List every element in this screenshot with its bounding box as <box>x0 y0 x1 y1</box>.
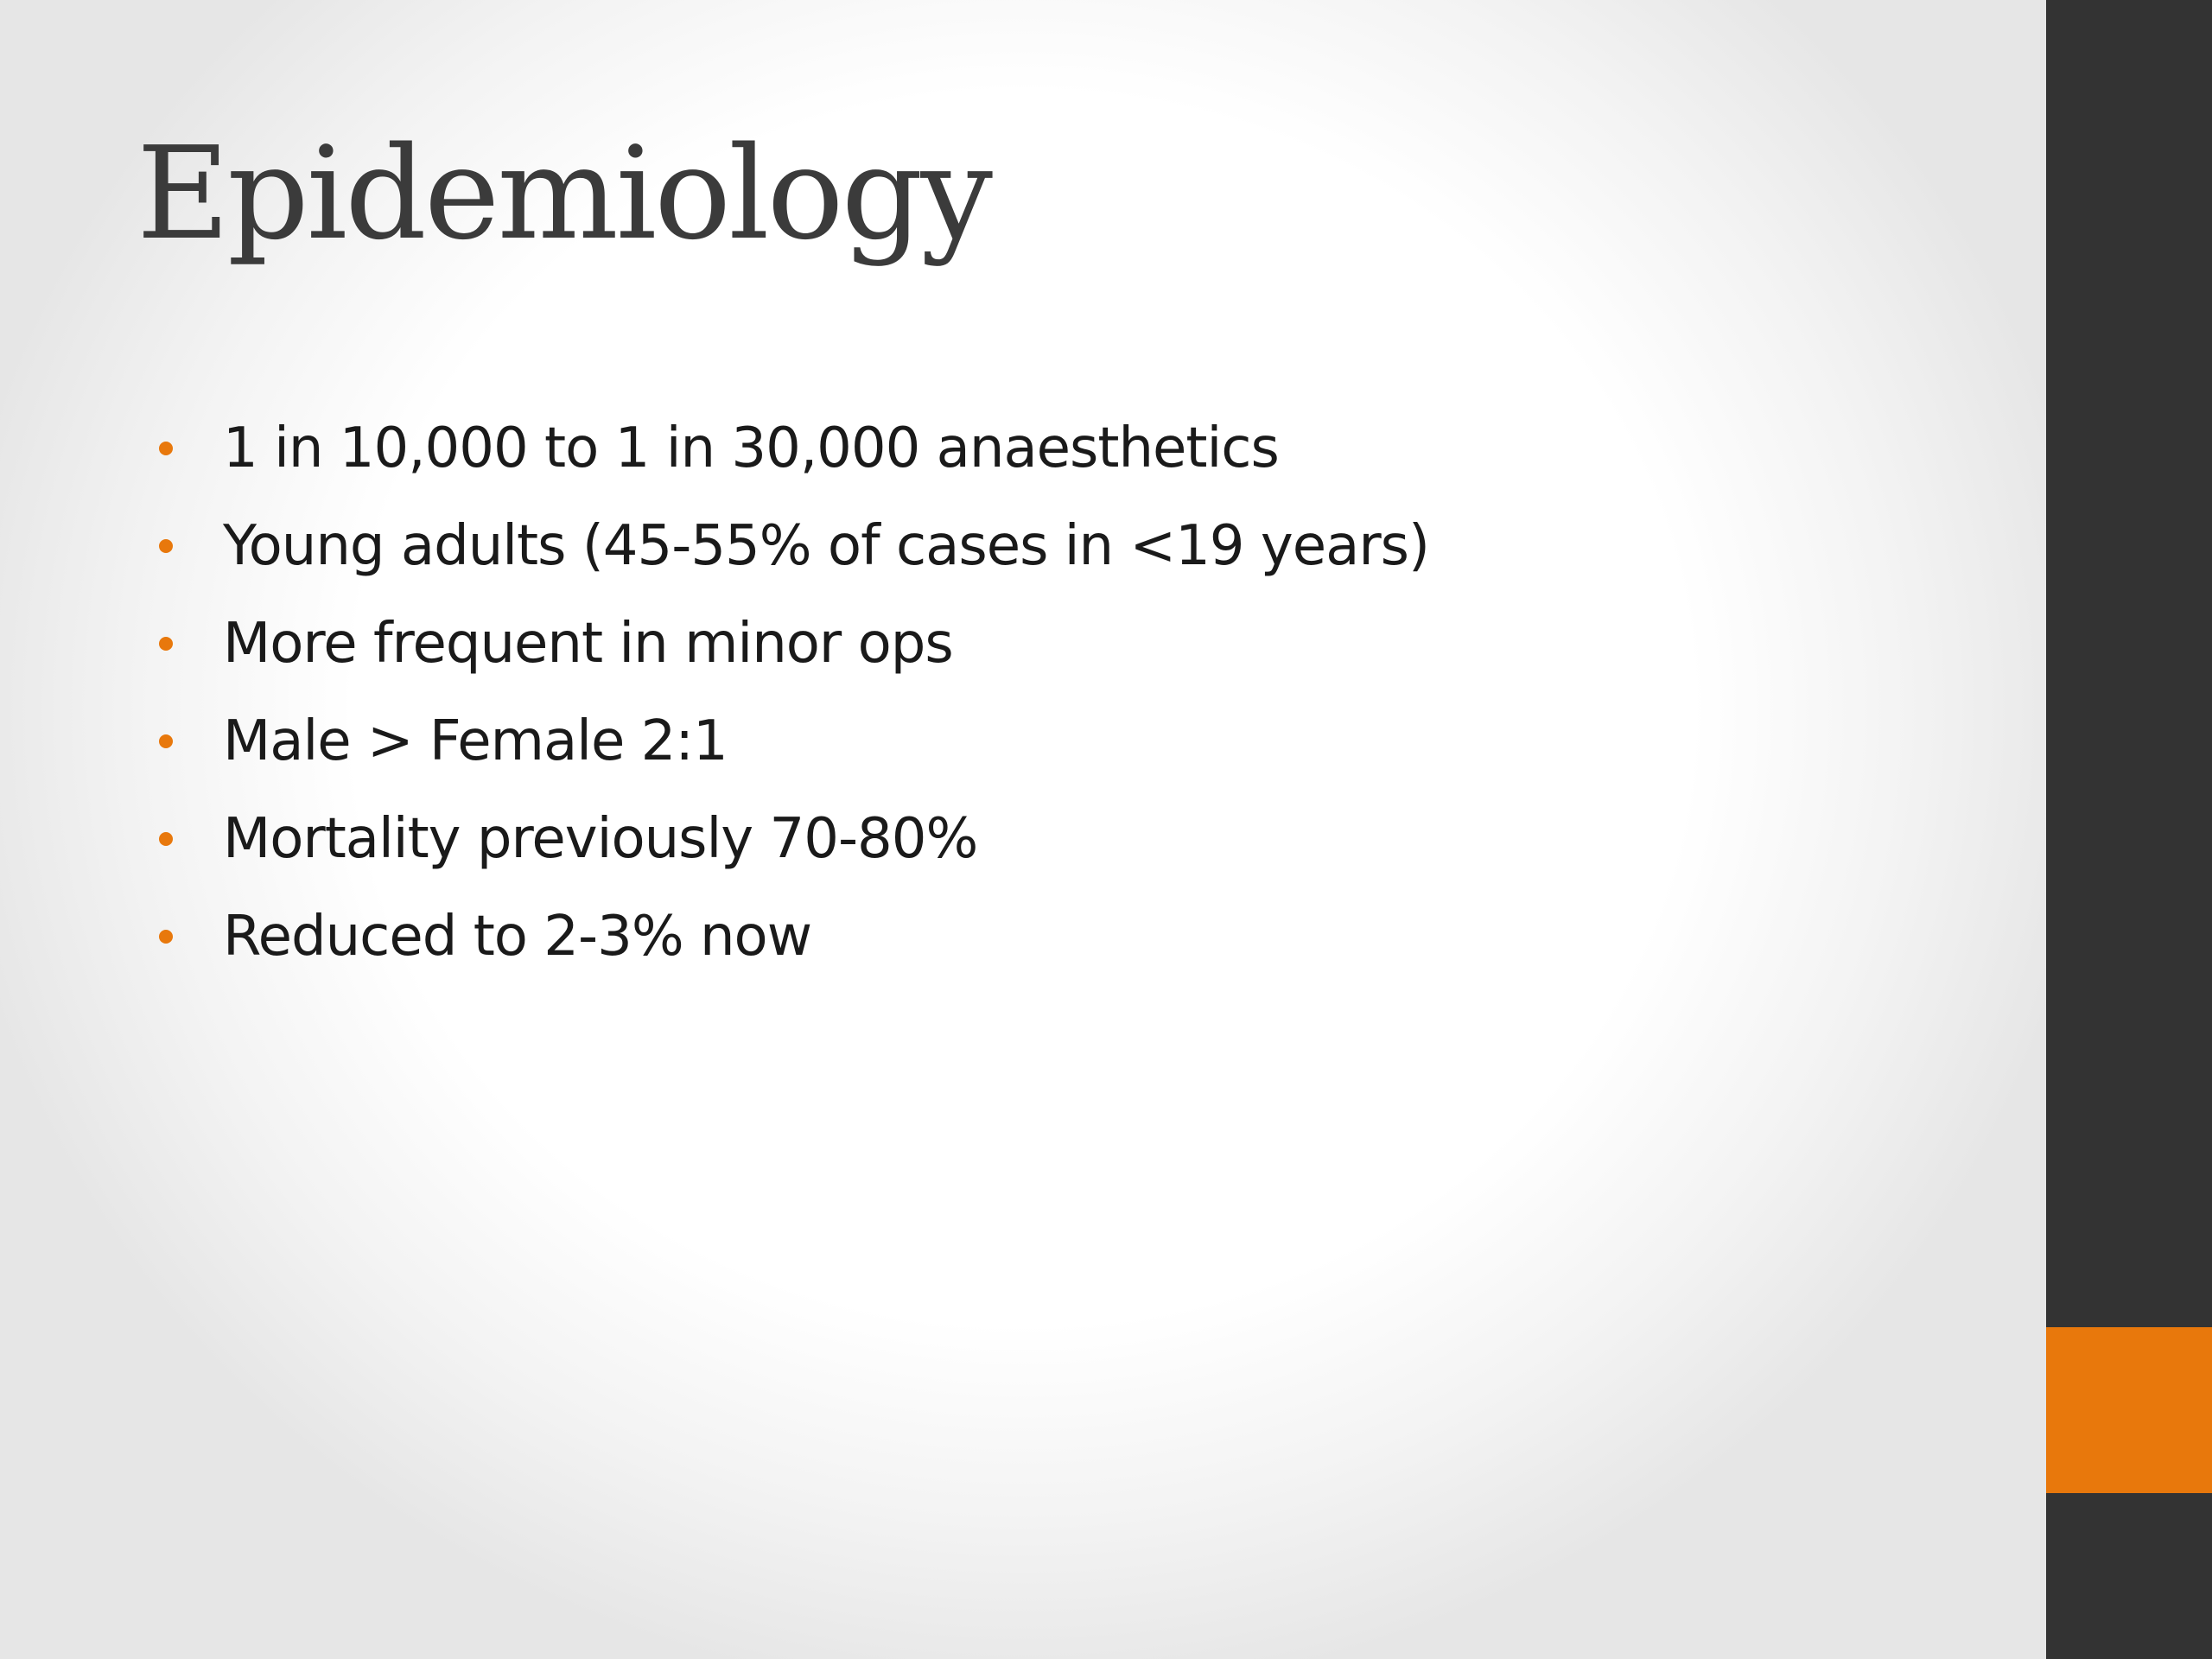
bullet-list <box>159 399 1429 985</box>
bullet-item <box>159 497 1429 594</box>
bullet-item <box>159 692 1429 790</box>
bullet-text: Mortality previously 70-80% <box>223 806 978 871</box>
bullet-dot-icon <box>159 442 173 455</box>
bullet-text: Male > Female 2:1 <box>223 709 728 773</box>
bullet-text: More frequent in minor ops <box>223 611 953 676</box>
bullet-item <box>159 399 1429 497</box>
bullet-text: 1 in 10,000 to 1 in 30,000 anaesthetics <box>223 416 1279 480</box>
bullet-dot-icon <box>159 539 173 553</box>
bullet-dot-icon <box>159 930 173 944</box>
bullet-dot-icon <box>159 637 173 651</box>
bullet-text: Young adults (45-55% of cases in <19 years) <box>223 513 1429 578</box>
bullet-dot-icon <box>159 832 173 846</box>
side-accent-block <box>2046 1327 2212 1493</box>
bullet-item <box>159 887 1429 985</box>
bullet-item <box>159 790 1429 887</box>
bullet-item <box>159 594 1429 692</box>
bullet-dot-icon <box>159 734 173 748</box>
bullet-text: Reduced to 2-3% now <box>223 904 812 969</box>
slide-title: Epidemiology <box>137 119 991 268</box>
